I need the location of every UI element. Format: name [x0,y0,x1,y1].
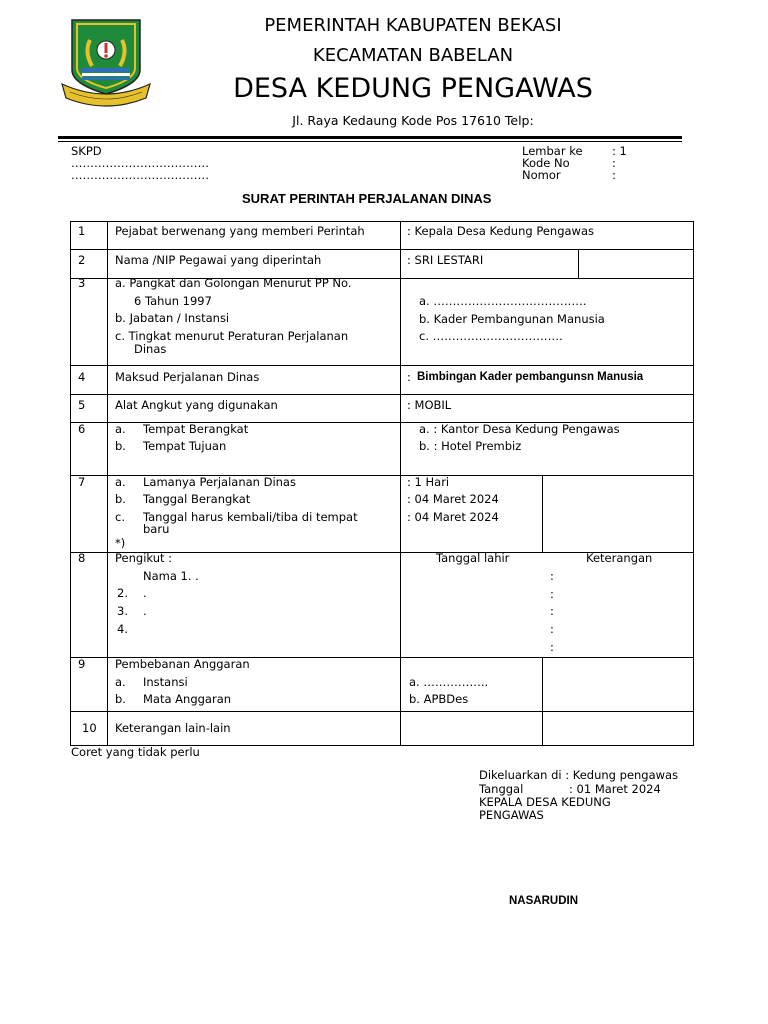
nomor-label: Nomor [522,168,561,182]
row-7-b-label: Tanggal Berangkat [143,492,251,506]
row-8-item-3-mark: 3. [117,604,128,618]
row-8-label: Pengikut : [115,551,173,565]
row-2-number: 2 [78,253,86,267]
row-8-item-2-mark: 2. [117,586,128,600]
row-6-number: 6 [78,422,86,436]
row-7-a-label: Lamanya Perjalanan Dinas [143,475,296,489]
row-3-a-label: a. Pangkat dan Golongan Menurut PP No. [115,276,352,290]
row-9-a-label: Instansi [143,675,188,689]
row-7-c-label: Tanggal harus kembali/tiba di tempat [143,510,358,524]
footnote: Coret yang tidak perlu [71,745,200,759]
row-9-b-label: Mata Anggaran [143,692,232,706]
row-7-b-mark: b. [115,492,126,506]
row-3-a-value: a. …………………………………. [419,294,587,308]
row-6-a-mark: a. [115,422,126,436]
row-8-col-notes: Keterangan [586,551,653,565]
skpd-dots-2: ……………………………… [71,168,209,182]
row-7-b-value: : 04 Maret 2024 [407,492,499,506]
row-8-item-1: Nama 1. . [143,569,199,583]
document-title: SURAT PERINTAH PERJALANAN DINAS [242,191,492,206]
row-3-b-value: b. Kader Pembangunan Manusia [419,312,605,326]
row-2-value: : SRI LESTARI [407,253,484,267]
kode-value: : [612,156,616,170]
row-4-value: Bimbingan Kader pembangunsn Manusia [417,371,644,383]
issued-at: Dikeluarkan di : Kedung pengawas [479,768,679,782]
row-3-c-label: c. Tingkat menurut Peraturan Perjalanan [115,329,349,343]
row-3-c-label-cont: Dinas [134,342,167,356]
row-5-label: Alat Angkut yang digunakan [115,398,278,412]
kode-label: Kode No [522,156,570,170]
row-9-a-value: a. …………….. [409,675,489,689]
row-8-colon-4: : [550,622,554,636]
header-government: PEMERINTAH KABUPATEN BEKASI [264,15,562,36]
skpd-label: SKPD [71,144,102,158]
row-10-label: Keterangan lain-lain [115,721,231,735]
row-8-item-3: . [143,604,147,618]
row-6-a-label: Tempat Berangkat [143,422,249,436]
header-address: Jl. Raya Kedaung Kode Pos 17610 Telp: [292,113,534,128]
row-7-note: *) [115,536,126,550]
header-district: KECAMATAN BABELAN [312,45,514,66]
row-4-value-prefix: : [407,370,411,384]
nomor-value: : [612,168,616,182]
row-3-a-label-cont: 6 Tahun 1997 [134,294,212,308]
skpd-dots-1: ……………………………… [71,156,209,170]
row-7-c-value: : 04 Maret 2024 [407,510,499,524]
row-3-b-label: b. Jabatan / Instansi [115,311,230,325]
row-1-number: 1 [78,224,86,238]
row-7-a-mark: a. [115,475,126,489]
row-7-number: 7 [78,475,86,489]
row-3-number: 3 [78,276,86,290]
lembar-value: : 1 [612,144,627,158]
issued-date-label: Tanggal [479,782,524,796]
regency-logo [60,18,152,108]
row-9-a-mark: a. [115,675,126,689]
row-6-b-label: Tempat Tujuan [143,439,227,453]
row-8-item-4-mark: 4. [117,622,128,636]
row-8-number: 8 [78,551,86,565]
row-4-label: Maksud Perjalanan Dinas [115,370,260,384]
lembar-label: Lembar ke [522,144,583,158]
signatory-position-1: KEPALA DESA KEDUNG [479,795,611,809]
row-8-item-2: . [143,586,147,600]
row-8-col-birthdate: Tanggal lahir [436,551,510,565]
header-divider-thick [58,136,682,139]
signatory-position-2: PENGAWAS [479,808,544,822]
row-8-colon-2: : [550,587,554,601]
signatory-name: NASARUDIN [509,895,578,907]
row-6-a-value: a. : Kantor Desa Kedung Pengawas [419,422,620,436]
row-10-number: 10 [82,721,97,735]
row-3-c-value: c. ……………………………. [419,329,563,343]
row-8-colon-3: : [550,604,554,618]
row-7-a-value: : 1 Hari [407,475,450,489]
row-7-c-label-cont: baru [143,522,170,536]
row-7-c-mark: c. [115,510,125,524]
row-5-value: : MOBIL [407,398,452,412]
header-divider-thin [58,141,682,142]
issued-date-value: : 01 Maret 2024 [569,782,661,796]
row-1-value: : Kepala Desa Kedung Pengawas [407,224,594,238]
row-9-number: 9 [78,657,86,671]
row-6-b-value: b. : Hotel Prembiz [419,439,522,453]
row-9-b-mark: b. [115,692,126,706]
header-village: DESA KEDUNG PENGAWAS [233,73,593,104]
row-2-label: Nama /NIP Pegawai yang diperintah [115,253,322,267]
row-5-number: 5 [78,398,86,412]
row-4-number: 4 [78,370,86,384]
row-9-b-value: b. APBDes [409,692,469,706]
row-8-colon-5: : [550,640,554,654]
row-9-label: Pembebanan Anggaran [115,657,250,671]
row-1-label: Pejabat berwenang yang memberi Perintah [115,224,365,238]
row-8-colon-1: : [550,569,554,583]
row-6-b-mark: b. [115,439,126,453]
